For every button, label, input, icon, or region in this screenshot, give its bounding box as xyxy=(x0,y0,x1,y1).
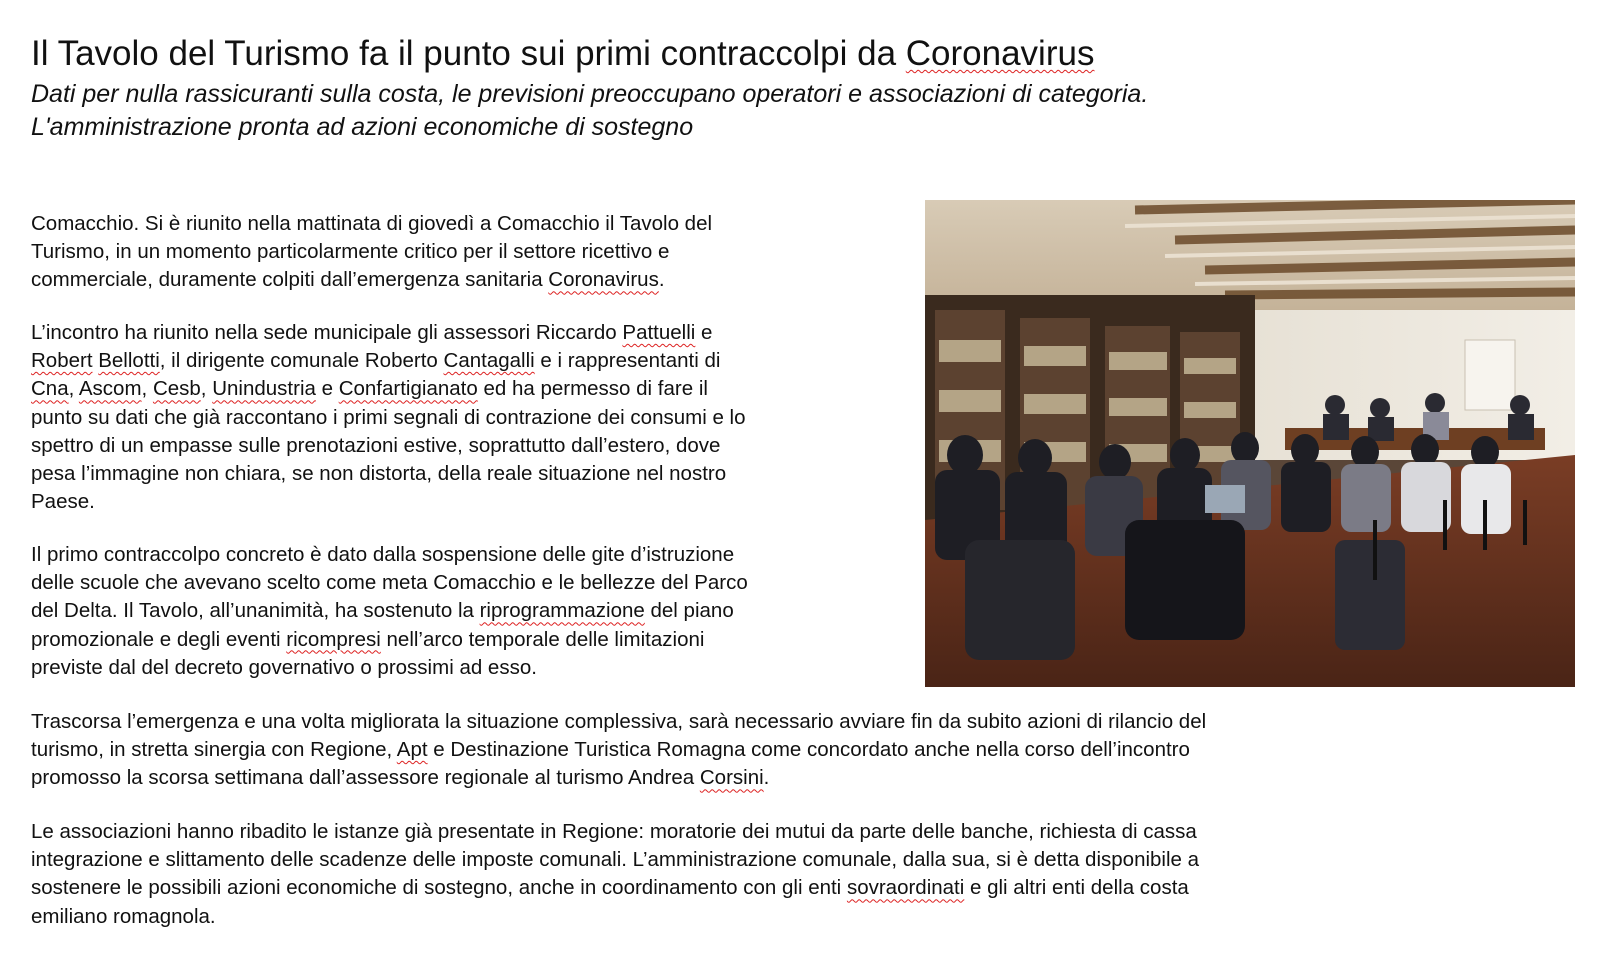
spellcheck-word: Cantagalli xyxy=(443,349,535,373)
paragraph-line: delle scuole che avevano scelto come meta Comacchio e le bellezze del Parco xyxy=(31,571,748,595)
article-title xyxy=(31,32,1551,76)
spellcheck-word: Bellotti xyxy=(98,349,160,373)
spellcheck-word: Ascom xyxy=(78,377,142,401)
paragraph-line: Trascorsa l’emergenza e una volta migliorata la situazione complessiva, sarà necessario avviare fin da subito azioni di rilancio del xyxy=(31,710,1207,733)
paragraph-line: promosso la scorsa settimana dall’assessore regionale al turismo Andrea Corsini. xyxy=(31,766,770,790)
paragraph-line: punto su dati che già raccontano i primi segnali di contrazione dei consumi e lo xyxy=(31,405,746,429)
title-text: Il Tavolo del Turismo fa il punto sui primi contraccolpi da xyxy=(31,34,906,73)
paragraph-line: pesa l’immagine non chiara, se non distorta, della reale situazione nel nostro xyxy=(31,462,727,486)
spellcheck-word: riprogrammazione xyxy=(479,599,645,623)
spellcheck-word: ricompresi xyxy=(286,627,381,651)
paragraph-line: Comacchio. Si è riunito nella mattinata di giovedì a Comacchio il Tavolo del xyxy=(31,212,713,235)
paragraph-line: sostenere le possibili azioni economiche di sostegno, anche in coordinamento con gli enti sovraordinati e gli altri enti della costa xyxy=(31,876,1189,900)
spellcheck-word: Robert xyxy=(31,349,93,373)
subtitle-line: L'amministrazione pronta ad azioni economiche di sostegno xyxy=(31,113,694,141)
paragraph-requests xyxy=(31,818,1199,931)
spellcheck-word: sovraordinati xyxy=(846,876,965,900)
spellcheck-word: Confartigianato xyxy=(338,377,478,401)
article-subtitle xyxy=(31,78,1551,144)
spellcheck-word: Corsini xyxy=(699,766,764,790)
spellcheck-word: Cesb xyxy=(152,377,201,401)
paragraph-line: Turismo, in un momento particolarmente critico per il settore ricettivo e xyxy=(31,240,670,264)
meeting-photo-drawing xyxy=(925,200,1575,687)
spellcheck-word: Coronavirus xyxy=(548,268,659,292)
subtitle-line: Dati per nulla rassicuranti sulla costa, le previsioni preoccupano operatori e associazioni di categoria. xyxy=(31,80,1149,108)
spellcheck-word: Apt xyxy=(396,738,428,762)
paragraph-attendees xyxy=(31,319,746,516)
paragraph-line: emiliano romagnola. xyxy=(31,904,216,928)
paragraph-line: promozionale e degli eventi ricompresi nell’arco temporale delle limitazioni xyxy=(31,627,705,651)
paragraph-school-trips xyxy=(31,541,748,682)
meeting-photo xyxy=(925,200,1575,687)
spellcheck-word: Cna xyxy=(31,377,69,401)
spellcheck-word: Pattuelli xyxy=(622,321,696,344)
paragraph-line: Robert Bellotti, il dirigente comunale Roberto Cantagalli e i rappresentanti di xyxy=(31,349,721,373)
title-keyword: Coronavirus xyxy=(905,34,1095,73)
paragraph-line: turismo, in stretta sinergia con Regione, Apt e Destinazione Turistica Romagna come concordato anche nella corso dell’incontro xyxy=(31,738,1190,762)
paragraph-line: commerciale, duramente colpiti dall’emergenza sanitaria Coronavirus. xyxy=(31,268,665,292)
spellcheck-word: Unindustria xyxy=(212,377,316,401)
paragraph-line: Il primo contraccolpo concreto è dato dalla sospensione delle gite d’istruzione xyxy=(31,543,735,566)
paragraph-line: Paese. xyxy=(31,490,95,514)
paragraph-line: Cna, Ascom, Cesb, Unindustria e Confartigianato ed ha permesso di fare il xyxy=(31,377,708,401)
paragraph-line: spettro di un empasse sulle prenotazioni estive, soprattutto dall’estero, dove xyxy=(31,433,721,457)
paragraph-relaunch xyxy=(31,708,1206,793)
paragraph-line: integrazione e slittamento delle scadenze delle imposte comunali. L’amministrazione comunale, dalla sua, si è detta disponibile a xyxy=(31,848,1200,872)
paragraph-intro xyxy=(31,210,712,295)
paragraph-line: previste dal del decreto governativo o prossimi ad esso. xyxy=(31,655,537,679)
paragraph-line: L’incontro ha riunito nella sede municipale gli assessori Riccardo Pattuelli e xyxy=(31,321,713,344)
paragraph-line: Le associazioni hanno ribadito le istanze già presentate in Regione: moratorie dei mutui da parte delle banche, richiesta di cassa xyxy=(31,820,1197,843)
paragraph-line: del Delta. Il Tavolo, all’unanimità, ha sostenuto la riprogrammazione del piano xyxy=(31,599,734,623)
